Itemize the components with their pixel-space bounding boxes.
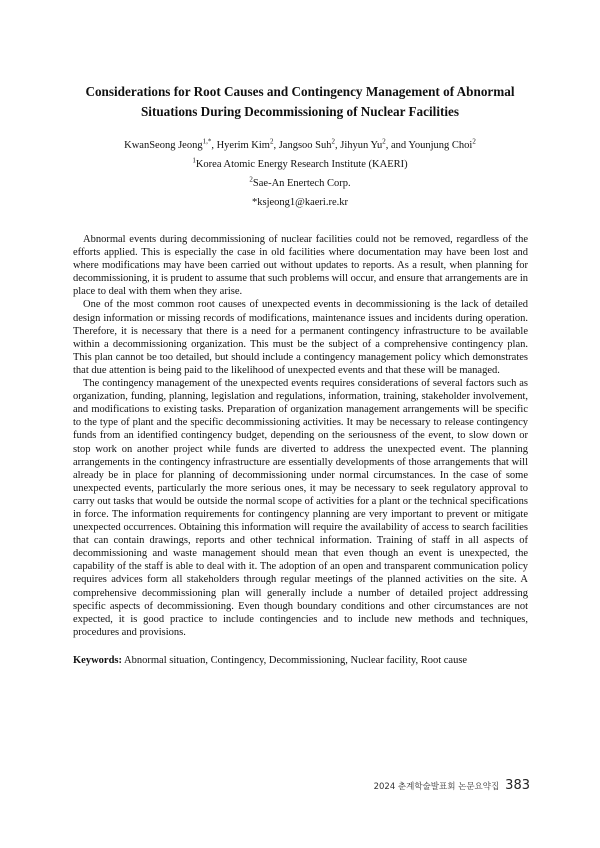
keywords-label: Keywords: xyxy=(73,655,122,666)
author-3-affiliation: 2 xyxy=(331,137,336,146)
paper-title xyxy=(60,82,540,122)
abstract-paragraph-2: One of the most common root causes of unexpected events in decommissioning is the lack of detailed design information or missing records of modifications, maintenance issues and incidents during operation. Therefore, it is necessary that there is a need for a permanent contingency infrastructure to be available within a decommissioning organization. This must be the subject of a comprehensive contingency plan. This plan cannot be too detailed, but should include a contingency management policy which demonstrates that due attention is being paid to the likelihood of unexpected events and that these will be managed. xyxy=(73,299,528,376)
author-4: , Jihyun Yu xyxy=(335,140,383,151)
author-2: , Hyerim Kim xyxy=(211,140,270,151)
keywords xyxy=(73,654,528,668)
abstract xyxy=(73,233,528,639)
keywords-list: Abnormal situation, Contingency, Decommissioning, Nuclear facility, Root cause xyxy=(122,655,468,666)
author-1: KwanSeong Jeong xyxy=(124,140,203,151)
author-3: , Jangsoo Suh xyxy=(273,140,332,151)
author-5: , and Younjung Choi xyxy=(385,140,473,151)
corresponding-email: *ksjeong1@kaeri.re.kr xyxy=(252,197,348,208)
author-list xyxy=(40,138,560,154)
page-footer xyxy=(374,778,530,793)
abstract-paragraph-3: The contingency management of the unexpected events requires considerations of several factors such as organization, funding, planning, legislation and regulations, information, training, stakeholder involvement, and modifications to existing tasks. Preparation of organization management arrangements will be specific to the type of plant and the specific decommissioning activities. It may be necessary to release contingency funds from an identified contingency budget, depending on the seriousness of the event, to slow down or stop work on another project while funds are diverted to address the unexpected event. The planning arrangements in the contingency infrastructure are essentially developments of those arrangements that will already be in place for planning of decommissioning under normal circumstances. In the case of some unexpected events, particularly the more serious ones, it may be necessary to seek regulatory approval to carry out tasks that would be outside the normal scope of activities for a plant or the technical specifications in force. The information requirements for contingency planning are very important to prevent or mitigate unexpected occurrences. Obtaining this information will require the availability of access to search facilities that can contain drawings, reports and other technical information. Training of staff in all aspects of decommissioning and waste management should mean that even though an event is unexpected, the capability of the staff is able to deal with it. The adoption of an open and transparent communication policy requires advices form all stakeholders through regular meetings of the planned activities on the site. A comprehensive decommissioning plan will generally include a number of detailed project addressing specific aspects of decommissioning. Even though boundary conditions and other circumstances are not expected, it is good practice to include contingencies and to include new methods and techniques, procedures and provisions. xyxy=(73,378,528,638)
title-line-2: Situations During Decommissioning of Nuclear Facilities xyxy=(140,104,460,119)
author-1-affiliation: 1,* xyxy=(202,137,212,146)
affiliation-2: $^2$Sae-An Enertech Corp. xyxy=(249,175,351,189)
abstract-paragraph-1: Abnormal events during decommissioning of nuclear facilities could not be removed, regardless of the efforts applied. This is especially the case in old facilities where documentation may have been lost and where modifications may have been carried out without updates to reports. As a result, when planning for decommissioning, it is prudent to assume that such problems will occur, and ensure that arrangements are in place to deal with them when they arise. xyxy=(73,234,528,298)
author-2-affiliation: 2 xyxy=(269,137,274,146)
title-line-1: Considerations for Root Causes and Contingency Management of Abnormal xyxy=(85,84,515,99)
page-number: 383 xyxy=(505,778,530,793)
author-4-affiliation: 2 xyxy=(382,137,386,146)
affiliation-1: $^1$Korea Atomic Energy Research Institute (KAERI) xyxy=(192,156,408,170)
author-5-affiliation: 2 xyxy=(472,137,476,146)
proceedings-title: 2024 춘계학술발표회 논문요약집 xyxy=(373,782,500,792)
